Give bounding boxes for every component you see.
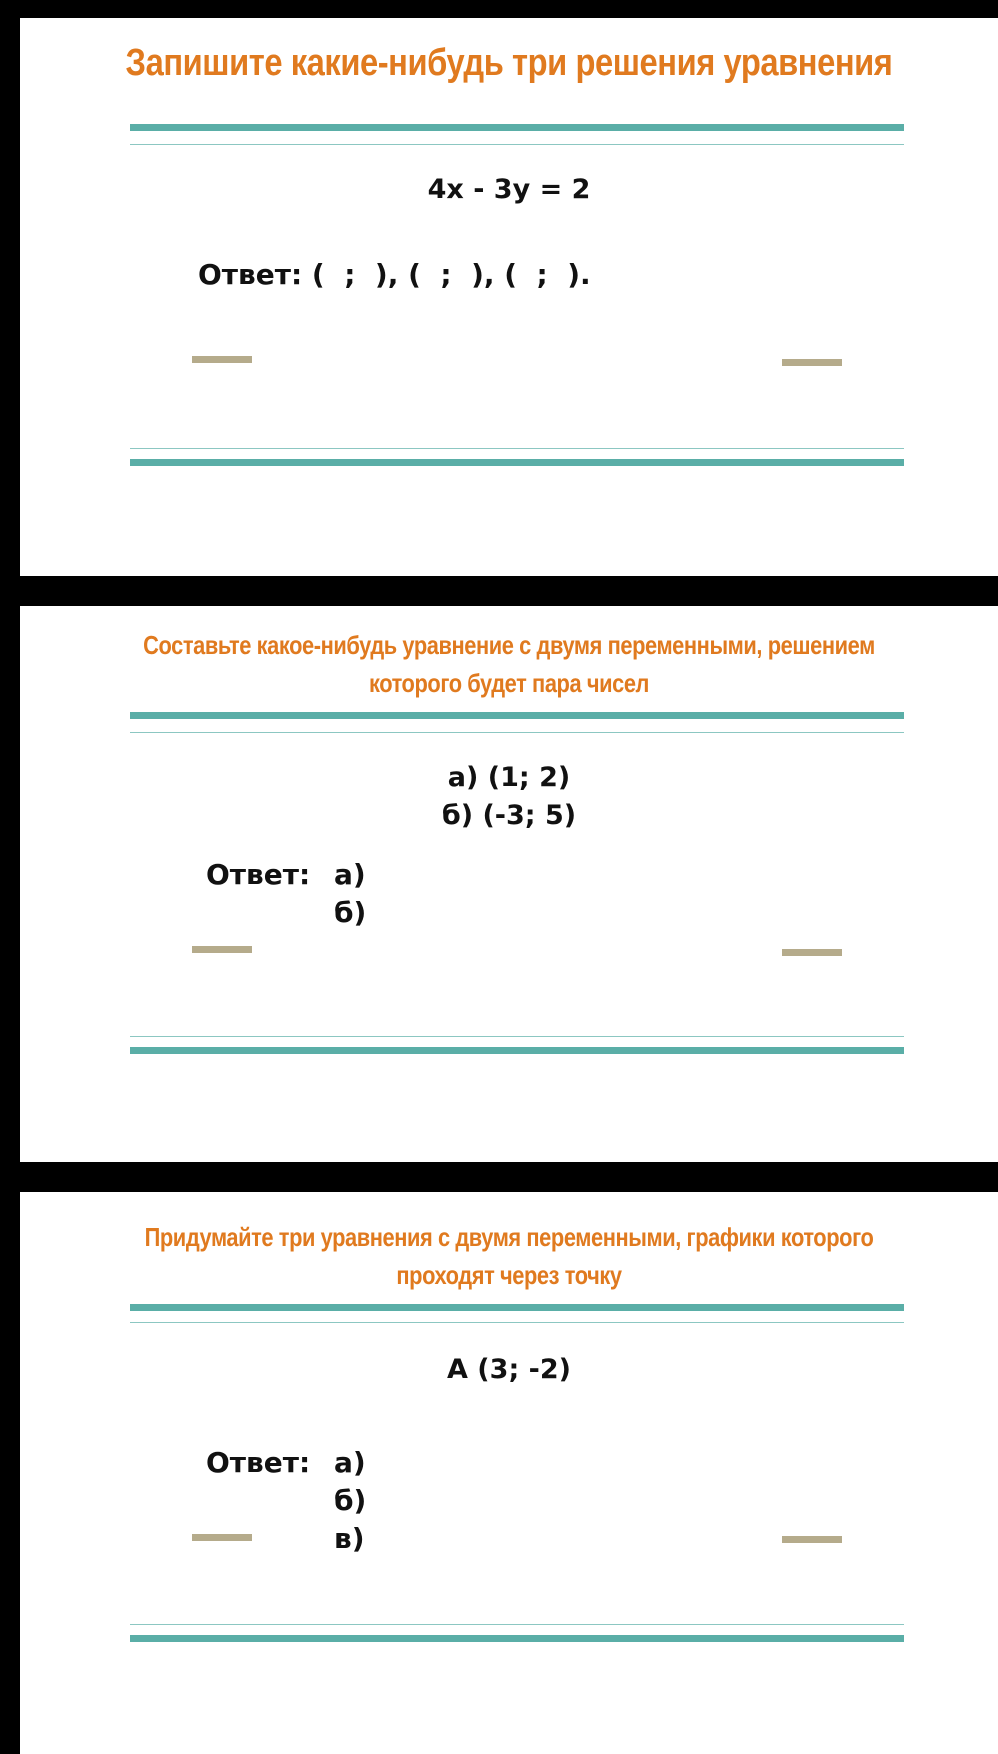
task-card-1 (20, 18, 998, 576)
dash-right (782, 359, 842, 366)
rule-bottom-thick (130, 1635, 904, 1642)
rule-top-thick (130, 712, 904, 719)
rule-bottom-thick (130, 1047, 904, 1054)
task-3-title-line1: Придумайте три уравнения с двумя переменными, графики которого (144, 1222, 874, 1252)
task-1-answer: Ответ: ( ; ), ( ; ), ( ; ). (198, 258, 591, 291)
dash-left (192, 946, 252, 953)
task-card-3 (20, 1192, 998, 1754)
task-1-equation: 4x - 3y = 2 (427, 174, 591, 205)
task-card-2 (20, 606, 998, 1162)
rule-top-thin (130, 144, 904, 145)
rule-bottom-thin (130, 448, 904, 449)
task-1-title: Запишите какие-нибудь три решения уравнения (125, 42, 893, 84)
rule-bottom-thin (130, 1624, 904, 1625)
task-3-answer-a: а) (334, 1446, 366, 1479)
task-3-answer-label: Ответ: (206, 1446, 311, 1479)
dash-right (782, 949, 842, 956)
rule-top-thick (130, 124, 904, 131)
dash-left (192, 356, 252, 363)
rule-top-thick (130, 1304, 904, 1311)
rule-top-thin (130, 732, 904, 733)
rule-bottom-thin (130, 1036, 904, 1037)
task-2-answer-a: а) (334, 858, 366, 891)
rule-bottom-thick (130, 459, 904, 466)
task-2-title-line1: Составьте какое-нибудь уравнение с двумя переменными, решением (143, 630, 875, 660)
task-3-point: А (3; -2) (447, 1354, 571, 1385)
task-2-answer-b: б) (334, 896, 367, 929)
dash-right (782, 1536, 842, 1543)
task-3-answer-b: б) (334, 1484, 367, 1517)
task-3-title-line2: проходят через точку (396, 1260, 622, 1290)
dash-left (192, 1534, 252, 1541)
task-2-answer-label: Ответ: (206, 858, 311, 891)
task-2-title-line2: которого будет пара чисел (368, 668, 650, 698)
task-2-pair-a: а) (1; 2) (447, 762, 571, 793)
task-3-answer-c: в) (334, 1522, 365, 1555)
rule-top-thin (130, 1322, 904, 1323)
task-2-pair-b: б) (-3; 5) (441, 800, 577, 831)
